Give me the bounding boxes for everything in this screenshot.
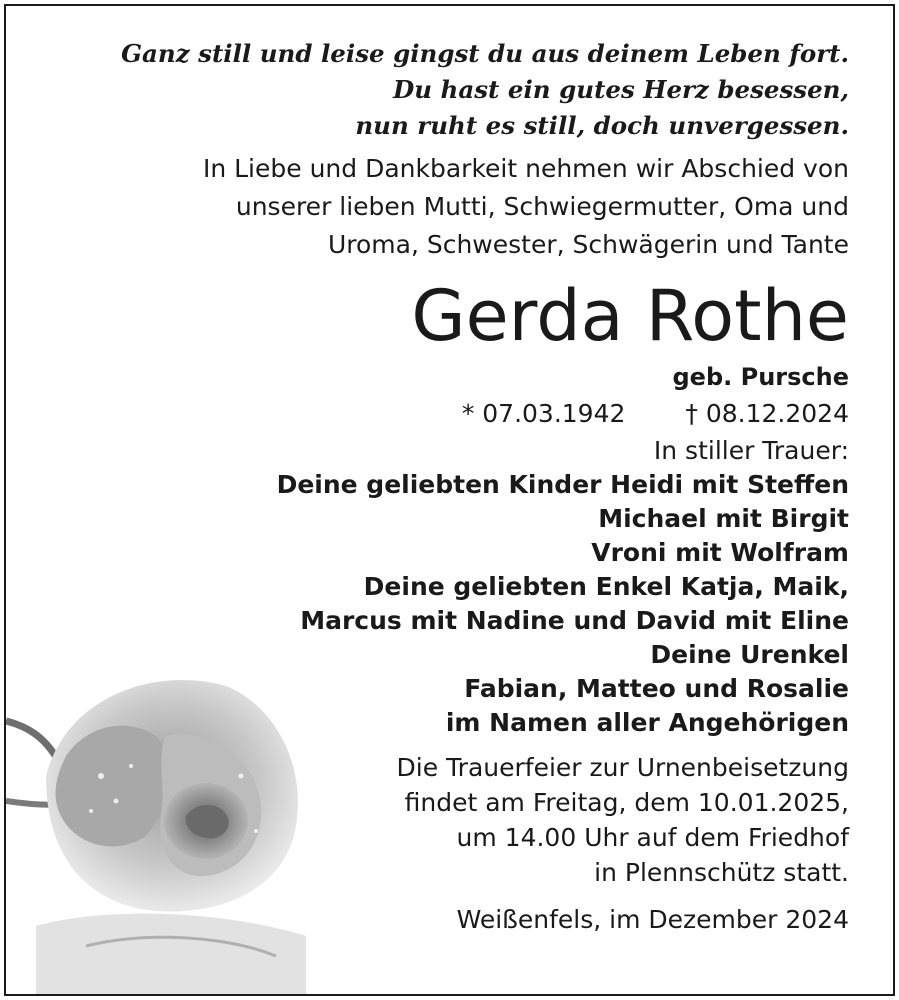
obituary-frame	[4, 4, 895, 996]
life-dates	[69, 394, 849, 434]
death-date: † 08.12.2024	[685, 399, 849, 428]
obituary-text	[69, 36, 849, 938]
funeral-line: Die Trauerfeier zur Urnenbeisetzung	[396, 753, 849, 782]
place-date: Weißenfels, im Dezember 2024	[456, 905, 849, 934]
intro-line: Uroma, Schwester, Schwägerin und Tante	[327, 230, 849, 259]
birth-date: * 07.03.1942	[461, 399, 626, 428]
mourner-line: Deine geliebten Enkel Katja, Maik,	[363, 572, 849, 601]
funeral-line: findet am Freitag, dem 10.01.2025,	[404, 788, 849, 817]
intro-line: unserer lieben Mutti, Schwiegermutter, Oma und	[235, 192, 849, 221]
mourner-line: Deine geliebten Kinder Heidi mit Steffen	[276, 470, 849, 499]
mourner-line: Vroni mit Wolfram	[591, 538, 849, 567]
funeral-info	[69, 750, 849, 890]
birth-name: geb. Pursche	[672, 363, 849, 391]
mourners-list	[69, 468, 849, 740]
mourner-line: Michael mit Birgit	[598, 504, 849, 533]
funeral-line: in Plennschütz statt.	[594, 858, 849, 887]
mourners-heading: In stiller Trauer:	[653, 436, 849, 465]
deceased-name: Gerda Rothe	[411, 275, 849, 357]
funeral-line: um 14.00 Uhr auf dem Friedhof	[456, 823, 849, 852]
poem	[69, 36, 849, 144]
mourner-line: Fabian, Matteo und Rosalie	[464, 674, 849, 703]
intro-line: In Liebe und Dankbarkeit nehmen wir Abschied von	[202, 154, 849, 183]
mourner-line: Deine Urenkel	[650, 640, 849, 669]
poem-line: Ganz still und leise gingst du aus deinem Leben fort.	[121, 39, 849, 68]
poem-line: nun ruht es still, doch unvergessen.	[355, 111, 849, 140]
intro-text	[69, 150, 849, 264]
poem-line: Du hast ein gutes Herz besessen,	[392, 75, 849, 104]
mourner-line: im Namen aller Angehörigen	[445, 708, 849, 737]
mourner-line: Marcus mit Nadine und David mit Eline	[300, 606, 849, 635]
